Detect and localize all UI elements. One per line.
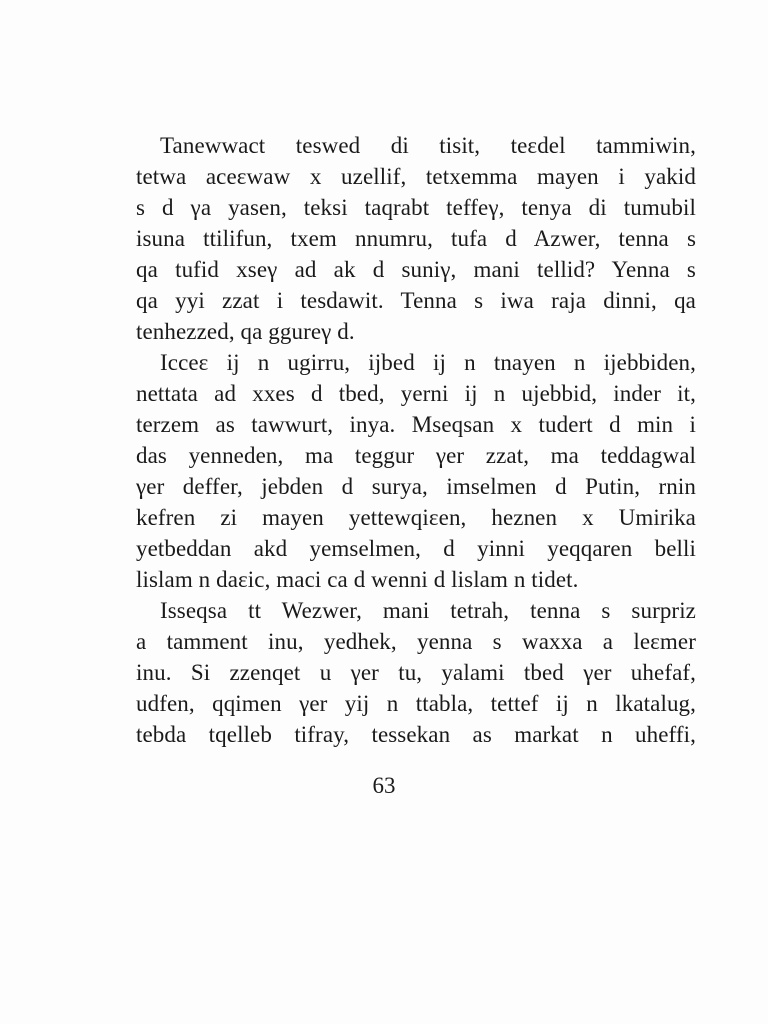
text-line: a tamment inu, yedhek, yenna s waxxa a leεmer [136, 629, 696, 654]
text-line: qa yyi zzat i tesdawit. Tenna s iwa raja dinni, qa [136, 288, 696, 313]
text-line: kefren zi mayen yettewqiεen, heznen x Umirika [136, 505, 696, 530]
text-line: Isseqsa tt Wezwer, mani tetrah, tenna s surpriz [160, 598, 696, 623]
page-number: 63 [372, 773, 396, 798]
text-line: s d γa yasen, teksi taqrabt teffeγ, tenya di tumubil [136, 195, 696, 220]
text-line: terzem as tawwurt, inya. Mseqsan x tudert d min i [136, 412, 696, 437]
text-line: Icceε ij n ugirru, ijbed ij n tnayen n ijebbiden, [160, 350, 696, 375]
body-text [136, 130, 696, 750]
text-line: qa tufid xseγ ad ak d suniγ, mani tellid? Yenna s [136, 257, 696, 282]
text-line: udfen, qqimen γer yij n ttabla, tettef ij n lkatalug, [136, 691, 696, 716]
text-line: tebda tqelleb tifray, tessekan as markat n uheffi, [136, 722, 696, 747]
text-line: isuna ttilifun, txem nnumru, tufa d Azwer, tenna s [136, 226, 696, 251]
text-line: γer deffer, jebden d surya, imselmen d Putin, rnin [136, 474, 696, 499]
text-line: tenhezzed, qa ggureγ d. [136, 319, 355, 344]
text-line: lislam n daεic, maci ca d wenni d lislam n tidet. [136, 567, 579, 592]
text-line: tetwa aceεwaw x uzellif, tetxemma mayen i yakid [136, 164, 696, 189]
text-line: nettata ad xxes d tbed, yerni ij n ujebbid, inder it, [136, 381, 696, 406]
text-line: Tanewwact teswed di tisit, teεdel tammiwin, [160, 133, 696, 158]
text-line: inu. Si zzenqet u γer tu, yalami tbed γer uhefaf, [136, 660, 696, 685]
text-line: das yenneden, ma teggur γer zzat, ma teddagwal [136, 443, 696, 468]
text-line: yetbeddan akd yemselmen, d yinni yeqqaren belli [136, 536, 696, 561]
